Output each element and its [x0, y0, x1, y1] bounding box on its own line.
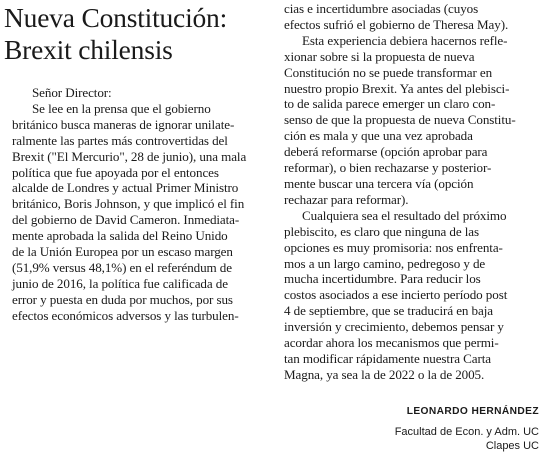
- text-line: costos asociados a ese incierto período post: [284, 287, 508, 303]
- text-line: opciones es muy promisoria: nos enfrenta-: [284, 239, 503, 255]
- text-line: cias e incertidumbre asociadas (cuyos: [284, 1, 479, 16]
- text-line: senso de que la propuesta de nueva Constitu-: [284, 112, 516, 128]
- text-line: mucha incertidumbre. Para reducir los: [284, 271, 481, 287]
- paragraph-1-continued: [284, 1, 542, 33]
- paragraph-2: [284, 33, 542, 208]
- text-line: de la Unión Europea por un escaso margen: [12, 244, 233, 260]
- affiliation-line-1: Facultad de Econ. y Adm. UC: [394, 426, 539, 438]
- text-line: inversión y crecimiento, debemos pensar y: [284, 319, 504, 335]
- text-line: junio de 2016, la política fue calificada de: [12, 275, 228, 291]
- text-line: mos a un largo camino, pedregoso y de: [284, 255, 486, 271]
- text-line: del gobierno de David Cameron. Inmediata-: [12, 212, 240, 228]
- text-line: reformar), o bien rechazarse y posterior-: [284, 160, 492, 176]
- text-line: mente buscar una tercera vía (opción: [284, 175, 474, 191]
- text-line: 4 de septiembre, que se traducirá en baja: [284, 303, 493, 319]
- text-line: alcalde de Londres y actual Primer Ministro: [12, 180, 239, 196]
- text-line: mente aprobada la salida del Reino Unido: [12, 228, 228, 244]
- text-line: ción es mala y que una vez aprobada: [284, 128, 473, 144]
- text-line: xionar sobre si la propuesta de nueva: [284, 48, 475, 64]
- text-line: tan modificar rápidamente nuestra Carta: [284, 350, 491, 366]
- text-line: (51,9% versus 48,1%) en el referéndum de: [12, 259, 232, 275]
- text-line: Esta experiencia debiera hacernos refle-: [302, 32, 508, 48]
- paragraph-3: [284, 208, 542, 383]
- text-line: to de salida parece emerger un claro con-: [284, 96, 496, 112]
- text-line: Cualquiera sea el resultado del próximo: [302, 207, 507, 223]
- paragraph-1: [12, 101, 268, 324]
- text-line: Se lee en la prensa que el gobierno: [32, 100, 211, 116]
- left-column: [12, 85, 268, 324]
- text-line: plebiscito, es claro que ninguna de las: [284, 223, 479, 239]
- text-line: ralmente las partes más controvertidas del: [12, 132, 228, 148]
- text-line: efectos sufrió el gobierno de Theresa May).: [284, 16, 509, 32]
- text-line: política que fue apoyada por el entonces: [12, 164, 219, 180]
- text-line: rechazar para reformar).: [284, 191, 409, 207]
- text-line: Brexit ("El Mercurio", 28 de junio), una mala: [12, 148, 247, 164]
- headline-line-1: Nueva Constitución:: [4, 2, 228, 33]
- text-line: deberá reformarse (opción aprobar para: [284, 144, 488, 160]
- right-column: [284, 1, 542, 383]
- text-line: británico busca maneras de ignorar unilate-: [12, 116, 235, 132]
- affiliation-line-2: Clapes UC: [485, 439, 539, 452]
- text-line: británico, Boris Johnson, y que implicó el fin: [12, 196, 245, 212]
- salutation: Señor Director:: [32, 85, 112, 100]
- signature-affiliation: [395, 426, 539, 453]
- signature-name: LEONARDO HERNÁNDEZ: [406, 406, 539, 417]
- headline: [4, 2, 272, 66]
- text-line: Constitución no se puede transformar en: [284, 64, 493, 80]
- text-line: Magna, ya sea la de 2022 o la de 2005.: [284, 366, 485, 382]
- text-line: error y puesta en duda por muchos, por sus: [12, 291, 233, 307]
- text-line: efectos económicos adversos y las turbulen-: [12, 307, 239, 323]
- text-line: acordar ahora los mecanismos que permi-: [284, 335, 499, 351]
- text-line: nuestro propio Brexit. Ya antes del plebisci-: [284, 80, 510, 96]
- headline-line-2: Brexit chilensis: [4, 34, 173, 65]
